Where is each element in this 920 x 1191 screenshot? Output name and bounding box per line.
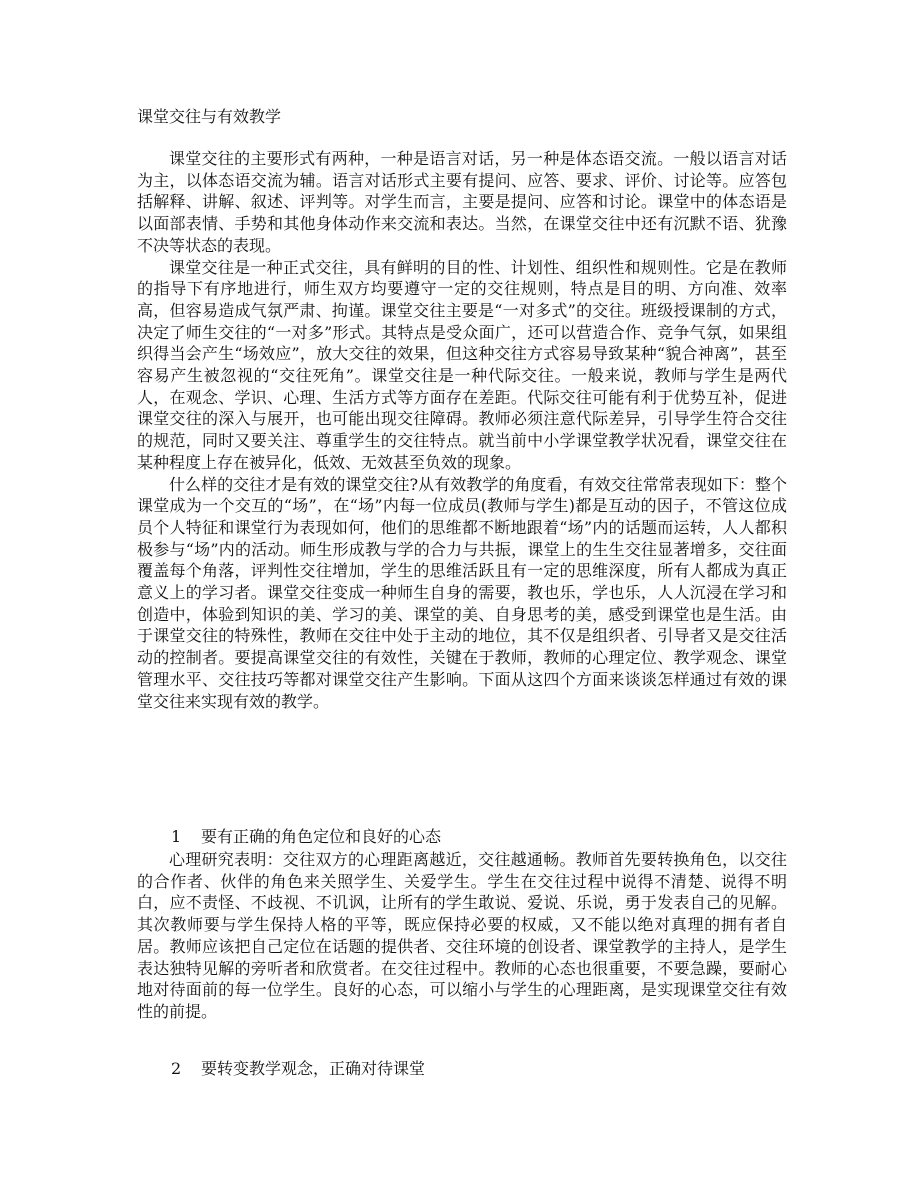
- body-paragraph: 课堂交往是一种正式交往，具有鲜明的目的性、计划性、组织性和规则性。它是在教师的指导下有序地进行，师生双方均要遵守一定的交往规则，特点是目的明、方向准、效率高，但容易造成气氛严肃、拘谨。课堂交往主要是“一对多式”的交往。班级授课制的方式，决定了师生交往的“一对多”形式。其特点是受众面广，还可以营造合作、竞争气氛，如果组织得当会产生“场效应”，放大交往的效果，但这种交往方式容易导致某种“貌合神离”，甚至容易产生被忽视的“交往死角”。课堂交往是一种代际交往。一般来说，教师与学生是两代人，在观念、学识、心理、生活方式等方面存在差距。代际交往可能有利于优势互补，促进课堂交往的深入与展开，也可能出现交往障碍。教师必须注意代际差异，引导学生符合交往的规范，同时又要关注、尊重学生的交往特点。就当前中小学课堂教学状况看，课堂交往在某种程度上存在被异化，低效、无效甚至负效的现象。: [137, 257, 787, 472]
- section-heading-text: 要有正确的角色定位和良好的心态: [201, 827, 442, 846]
- body-paragraph: 课堂交往的主要形式有两种，一种是语言对话，另一种是体态语交流。一般以语言对话为主，以体态语交流为辅。语言对话形式主要有提问、应答、要求、评价、讨论等。应答包括解释、讲解、叙述、评判等。对学生而言，主要是提问、应答和讨论。课堂中的体态语是以面部表情、手势和其他身体动作来交流和表达。当然，在课堂交往中还有沉默不语、犹豫不决等状态的表现。: [137, 149, 787, 255]
- section-heading-text: 要转变教学观念，正确对待课堂: [201, 1059, 426, 1078]
- body-paragraph: 什么样的交往才是有效的课堂交往?从有效教学的角度看，有效交往常常表现如下：整个课堂成为一个交互的“场”，在“场”内每一位成员(教师与学生)都是互动的因子，不管这位成员个人特征和课堂行为表现如何，他们的思维都不断地跟着“场”内的话题而运转，人人都积极参与“场”内的活动。师生形成教与学的合力与共振，课堂上的生生交往显著增多，交往面覆盖每个角落，评判性交往增加，学生的思维活跃且有一定的思维深度，所有人都成为真正意义上的学习者。课堂交往变成一种师生自身的需要，教也乐，学也乐，人人沉浸在学习和创造中，体验到知识的美、学习的美、课堂的美、自身思考的美，感受到课堂也是生活。由于课堂交往的特殊性，教师在交往中处于主动的地位，其不仅是组织者、引导者又是交往活动的控制者。要提高课堂交往的有效性，关键在于教师，教师的心理定位、教学观念、课堂管理水平、交往技巧等都对课堂交往产生影响。下面从这四个方面来谈谈怎样通过有效的课堂交往来实现有效的教学。: [137, 474, 787, 711]
- section-heading-2: [171, 1058, 425, 1080]
- section-number: 2: [171, 1059, 182, 1078]
- document-title: 课堂交往与有效教学: [137, 107, 282, 126]
- body-paragraph: 心理研究表明：交往双方的心理距离越近，交往越通畅。教师首先要转换角色，以交往的合作者、伙伴的角色来关照学生、关爱学生。学生在交往过程中说得不清楚、说得不明白，应不责怪、不歧视、不讥讽，让所有的学生敢说、爱说、乐说，勇于发表自己的见解。其次教师要与学生保持人格的平等，既应保持必要的权威，又不能以绝对真理的拥有者自居。教师应该把自己定位在话题的提供者、交往环境的创设者、课堂教学的主持人，是学生表达独特见解的旁听者和欣赏者。在交往过程中。教师的心态也很重要，不要急躁，要耐心地对待面前的每一位学生。良好的心态，可以缩小与学生的心理距离，是实现课堂交往有效性的前提。: [137, 850, 787, 1021]
- section-heading-1: [171, 826, 441, 848]
- section-number: 1: [171, 827, 182, 846]
- intro-section: [137, 148, 787, 712]
- section-1-body: [137, 849, 787, 1023]
